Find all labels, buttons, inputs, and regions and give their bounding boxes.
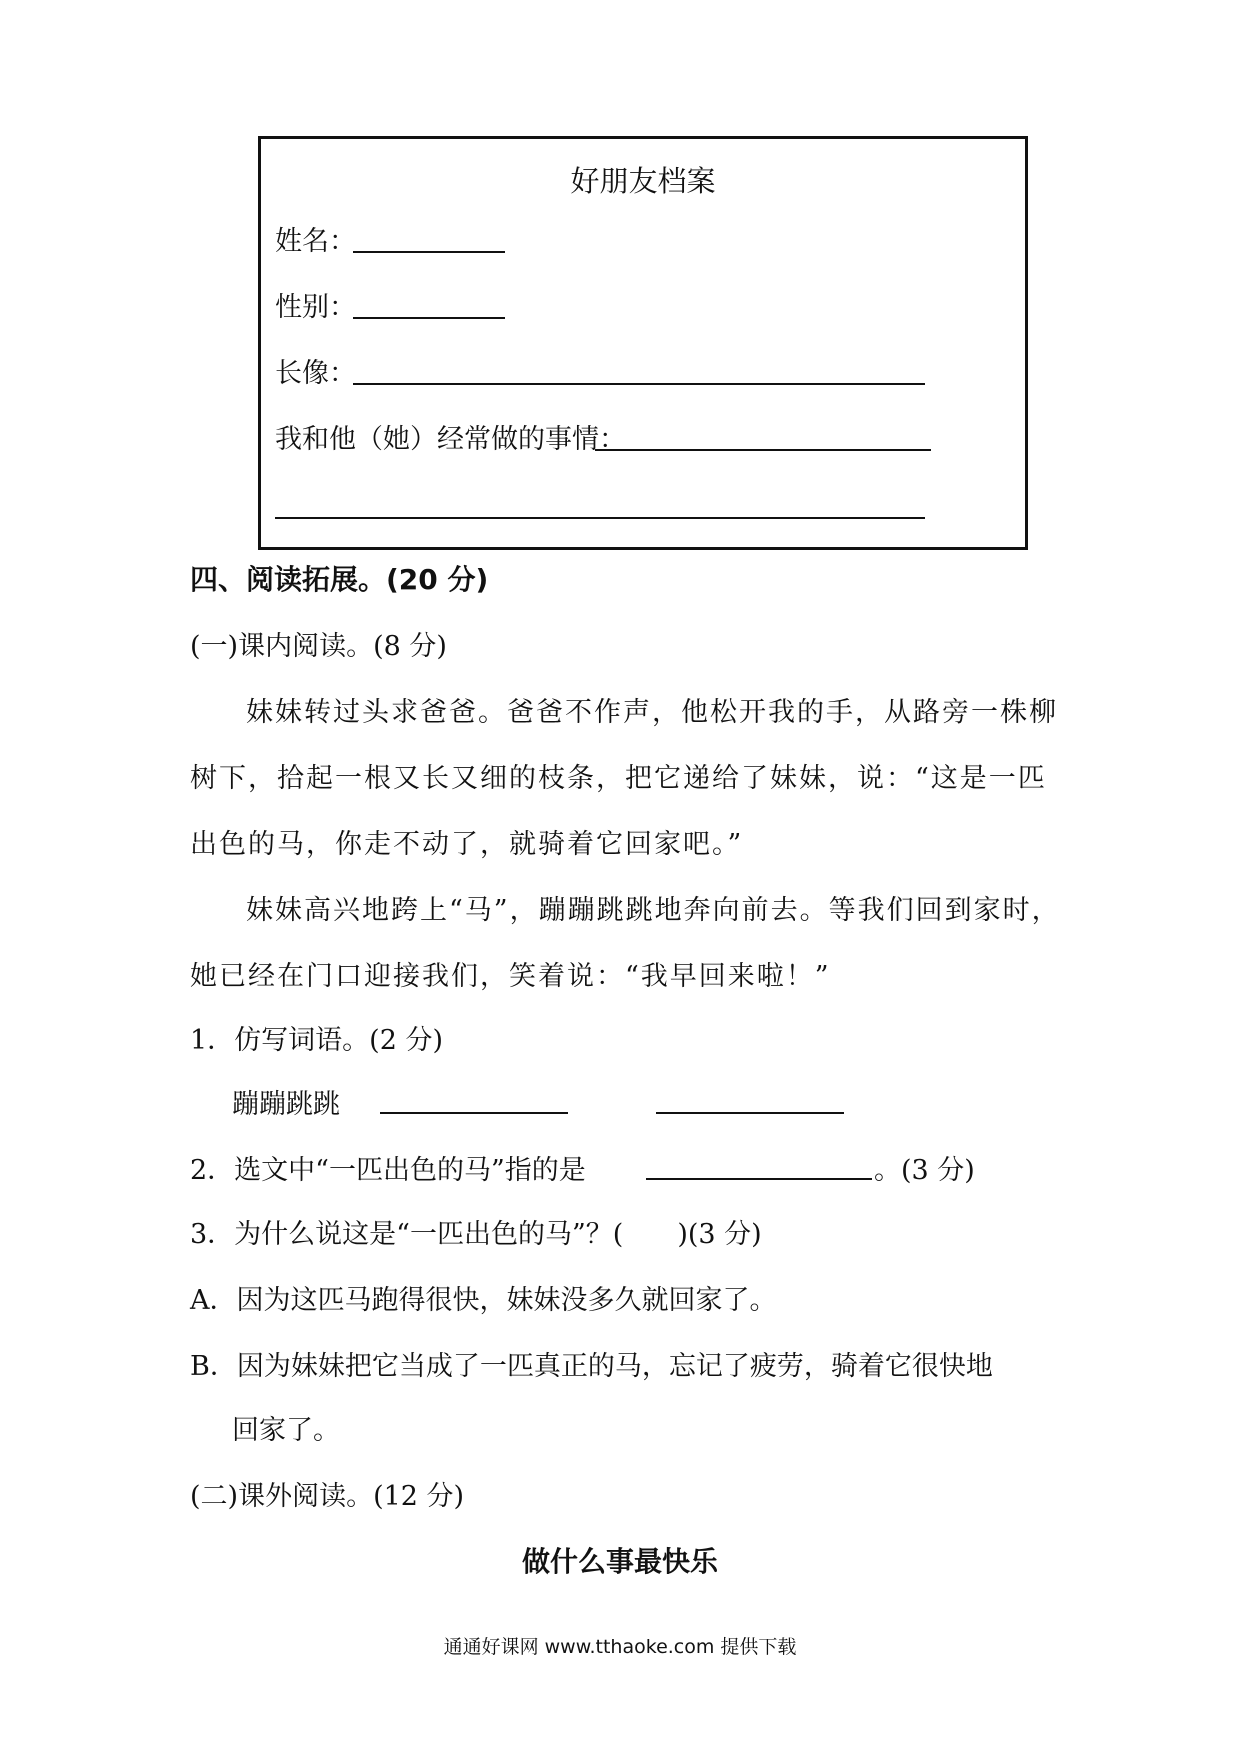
- card-title: 好朋友档案: [570, 164, 716, 198]
- question-3: 3．为什么说这是“一匹出色的马”？( )(3 分): [190, 1219, 762, 1250]
- question-2-suffix: 。(3 分): [874, 1155, 975, 1186]
- passage-line: 她已经在门口迎接我们，笑着说：“我早回来啦！”: [190, 961, 831, 992]
- footer-credit: 通通好课网 www.tthaoke.com 提供下载: [443, 1636, 797, 1658]
- part2-heading: (二)课外阅读。(12 分): [190, 1481, 465, 1512]
- section-heading: 四、阅读拓展。(20 分): [190, 563, 489, 596]
- passage-line: 妹妹高兴地跨上“马”，蹦蹦跳跳地奔向前去。等我们回到家时，: [246, 895, 1061, 926]
- friend-profile-card: [258, 136, 1028, 550]
- name-field-label: 姓名：: [275, 226, 356, 257]
- activity-field-label: 我和他（她）经常做的事情：: [275, 424, 626, 455]
- q2-answer-blank: [646, 1178, 872, 1180]
- passage-line: 树下，拾起一根又长又细的枝条，把它递给了妹妹，说：“这是一匹: [190, 763, 1047, 794]
- q1-example-word: 蹦蹦跳跳: [232, 1089, 340, 1120]
- name-blank: [353, 251, 505, 253]
- activity-blank-1: [595, 449, 931, 451]
- passage-line: 妹妹转过头求爸爸。爸爸不作声，他松开我的手，从路旁一株柳: [246, 697, 1058, 728]
- option-a: A．因为这匹马跑得很快，妹妹没多久就回家了。: [190, 1285, 777, 1316]
- looks-field-label: 长像：: [275, 358, 356, 389]
- passage-line: 出色的马，你走不动了，就骑着它回家吧。”: [190, 829, 744, 860]
- article-title: 做什么事最快乐: [521, 1545, 718, 1578]
- q1-answer-blank-1: [380, 1112, 568, 1114]
- gender-blank: [353, 317, 505, 319]
- gender-field-label: 性别：: [275, 292, 356, 323]
- activity-blank-2: [275, 517, 925, 519]
- q1-answer-blank-2: [656, 1112, 844, 1114]
- option-b-continued: 回家了。: [232, 1415, 340, 1446]
- question-1: 1．仿写词语。(2 分): [190, 1025, 444, 1056]
- part1-heading: (一)课内阅读。(8 分): [190, 631, 447, 662]
- looks-blank: [353, 383, 925, 385]
- option-b: B．因为妹妹把它当成了一匹真正的马，忘记了疲劳，骑着它很快地: [190, 1351, 993, 1382]
- question-2-prefix: 2．选文中“一匹出色的马”指的是: [190, 1155, 586, 1186]
